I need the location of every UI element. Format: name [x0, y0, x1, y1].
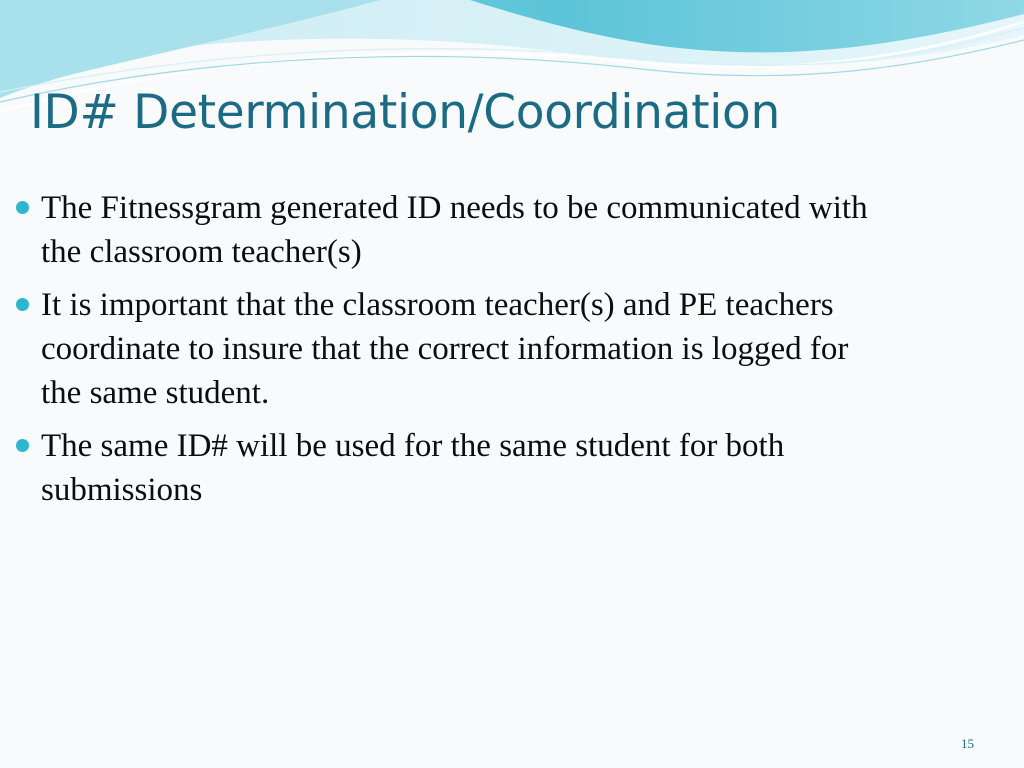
bullet-item: [16, 186, 896, 274]
bullet-item: [16, 424, 896, 512]
bullet-icon: [16, 201, 29, 214]
bullet-text: The same ID# will be used for the same student for both submissions: [41, 428, 785, 508]
bullet-icon: [16, 298, 29, 311]
page-number: 15: [961, 736, 974, 751]
bullet-icon: [16, 439, 29, 452]
bullet-item: [16, 283, 896, 415]
bullet-text: It is important that the classroom teacher(s) and PE teachers coordinate to insure that the correct information is logged for the same student.: [41, 287, 849, 411]
wave-band-left: [0, 0, 380, 98]
bullet-list: [16, 186, 896, 521]
bullet-text: The Fitnessgram generated ID needs to be communicated with the classroom teacher(s): [41, 190, 868, 270]
slide-title: ID# Determination/Coordination: [30, 85, 780, 140]
